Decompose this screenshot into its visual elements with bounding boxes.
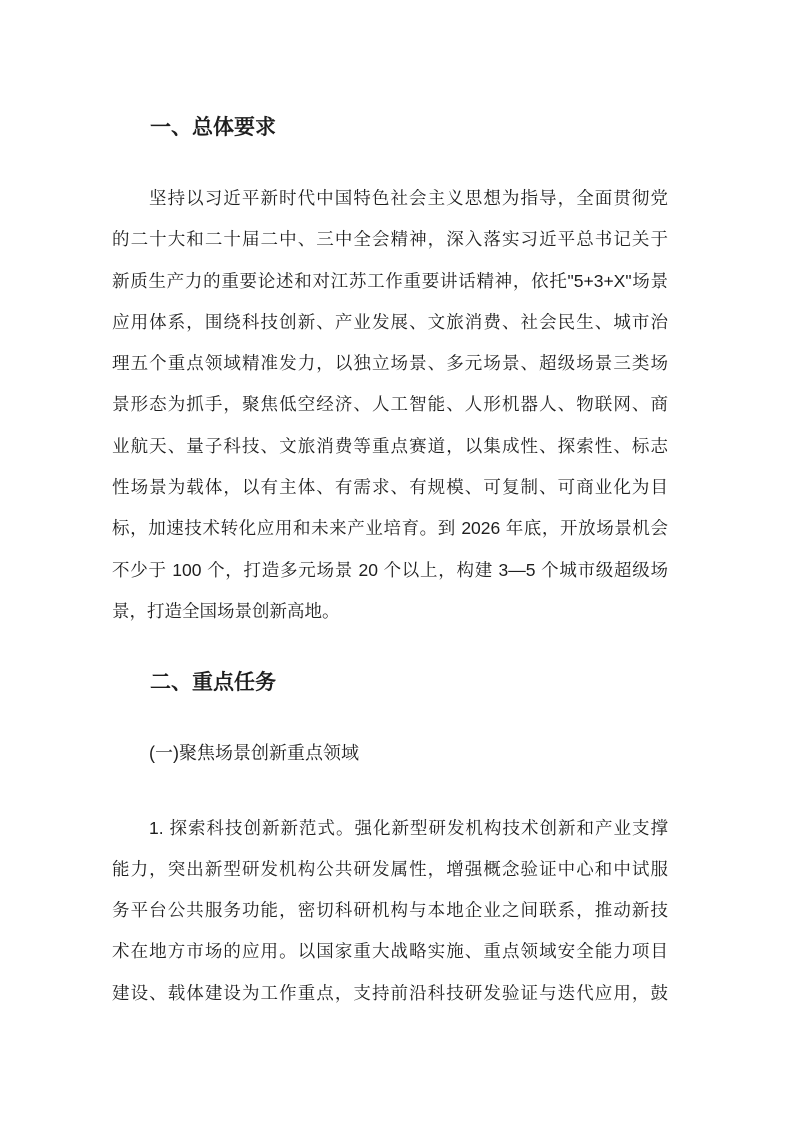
text-line: 的二十大和二十届二中、三中全会精神，深入落实习近平总书记关于 [112,229,668,250]
text-line: 1. 探索科技创新新范式。强化新型研发机构技术创新和产业支撑 [149,817,668,838]
text-line: 景形态为抓手，聚焦低空经济、人工智能、人形机器人、物联网、商 [112,394,668,415]
text-line: 务平台公共服务功能，密切科研机构与本地企业之间联系，推动新技 [112,900,668,921]
text-line: 性场景为载体，以有主体、有需求、有规模、可复制、可商业化为目 [112,477,668,498]
text-line: 建设、载体建设为工作重点，支持前沿科技研发验证与迭代应用，鼓 [112,982,668,1003]
section-1-heading: 一、总体要求 [150,116,276,139]
section-1-paragraph [112,178,668,632]
text-line: 标，加速技术转化应用和未来产业培育。到 2026 年底，开放场景机会 [112,518,668,539]
text-line: 坚持以习近平新时代中国特色社会主义思想为指导，全面贯彻党 [149,188,668,208]
text-line: 应用体系，围绕科技创新、产业发展、文旅消费、社会民生、城市治 [112,311,668,332]
text-line: 能力，突出新型研发机构公共研发属性，增强概念验证中心和中试服 [112,858,668,879]
text-line: 不少于 100 个，打造多元场景 20 个以上，构建 3—5 个城市级超级场 [112,559,668,580]
section-2-heading: 二、重点任务 [150,671,276,695]
section-2-subheading: (一)聚焦场景创新重点领域 [149,743,359,764]
text-line: 理五个重点领域精准发力，以独立场景、多元场景、超级场景三类场 [112,353,668,374]
text-line: 新质生产力的重要论述和对江苏工作重要讲话精神，依托"5+3+X"场景 [112,270,668,291]
text-line: 景，打造全国场景创新高地。 [112,600,340,621]
text-line: 术在地方市场的应用。以国家重大战略实施、重点领域安全能力项目 [112,941,668,962]
section-2-item-1-paragraph [112,808,668,1014]
text-line: 业航天、量子科技、文旅消费等重点赛道，以集成性、探索性、标志 [112,435,668,456]
